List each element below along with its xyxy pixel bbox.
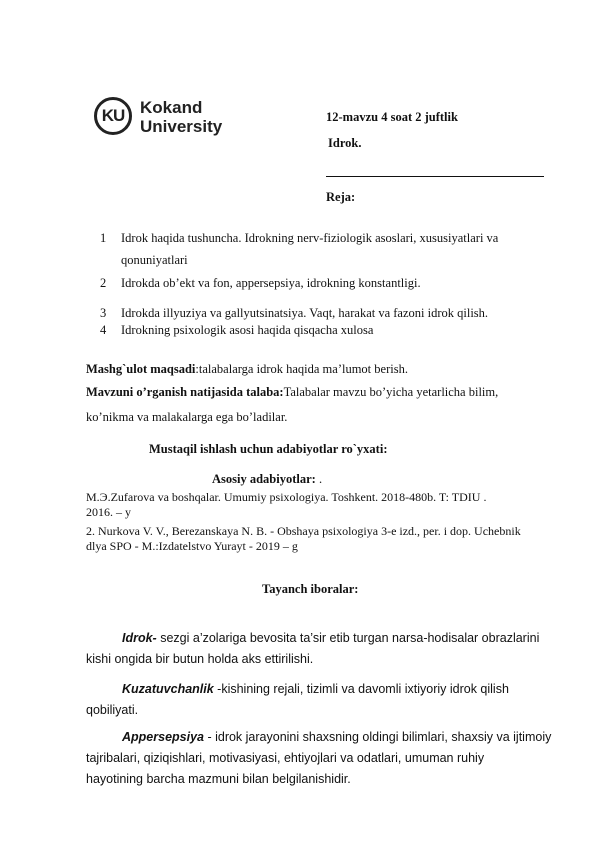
term-paragraph <box>86 727 556 790</box>
literature-subheading: Asosiy adabiyotlar: <box>212 472 316 486</box>
outcome-paragraph <box>86 385 556 400</box>
goal-label: Mashg`ulot maqsadi <box>86 362 196 376</box>
lesson-title: Idrok. <box>328 136 362 150</box>
term-paragraph <box>86 679 556 721</box>
plan-item-text: Idrokda illyuziya va gallyutsinatsiya. Vaqt, harakat va fazoni idrok qilish. <box>121 306 489 320</box>
plan-item-text: Idrokda ob’ekt va fon, appersepsiya, idrokning konstantligi. <box>121 276 421 290</box>
term-line: kishi ongida bir butun holda aks ettirilishi. <box>86 652 314 666</box>
plan-heading: Reja: <box>326 190 356 204</box>
topic-line: 12-mavzu 4 soat 2 juftlik <box>326 110 458 124</box>
outcome-text: Talabalar mavzu bo’yicha yetarlicha bilim, <box>283 385 499 399</box>
term-paragraph <box>86 628 556 670</box>
plan-item-continuation: qonuniyatlari <box>121 253 188 267</box>
logo-line-2: University <box>140 117 223 136</box>
literature-subheading-line <box>212 472 322 487</box>
literature-heading: Mustaqil ishlash uchun adabiyotlar ro`yxati: <box>149 442 388 456</box>
reference-1-line-2: 2016. – y <box>86 505 131 519</box>
term-name: Idrok- <box>122 631 157 645</box>
reference-2-line-1: 2. Nurkova V. V., Berezanskaya N. B. - Obshaya psixologiya 3-e izd., per. i dop. Uchebnik <box>86 524 521 538</box>
term-line: tajribalari, qiziqishlari, motivasiyasi, ehtiyojlari va odatlari, umuman ruhiy <box>86 751 485 765</box>
logo-wordmark <box>140 98 222 136</box>
plan-item-number: 2 <box>100 276 107 290</box>
term-line: qobiliyati. <box>86 703 139 717</box>
logo-mark: KU <box>94 97 132 135</box>
plan-item-text: Idrokning psixologik asosi haqida qisqacha xulosa <box>121 323 374 337</box>
term-definition: sezgi a’zolariga bevosita ta’sir etib turgan narsa-hodisalar obrazlarini <box>156 631 540 645</box>
header-divider <box>326 176 544 177</box>
plan-item-number: 3 <box>100 306 107 320</box>
plan-item-text: Idrok haqida tushuncha. Idrokning nerv-fiziologik asoslari, xususiyatlari va <box>121 231 499 245</box>
plan-item-number: 4 <box>100 323 107 337</box>
terms-heading: Tayanch iboralar: <box>262 582 359 596</box>
plan-item-number: 1 <box>100 231 107 245</box>
term-line <box>86 679 556 700</box>
logo-line-1: Kokand <box>140 98 203 117</box>
reference-2-line-2: dlya SPO - M.:Izdatelstvo Yurayt - 2019 – g <box>86 539 298 553</box>
term-line <box>86 727 556 748</box>
term-name: Appersepsiya <box>122 730 204 744</box>
university-logo <box>94 97 236 139</box>
term-definition: -kishining rejali, tizimli va davomli ixtiyoriy idrok qilish <box>213 682 509 696</box>
term-definition: - idrok jarayonini shaxsning oldingi bilimlari, shaxsiy va ijtimoiy <box>203 730 552 744</box>
outcome-continuation: ko’nikma va malakalarga ega bo’ladilar. <box>86 410 288 424</box>
outcome-label: Mavzuni o’rganish natijasida talaba: <box>86 385 284 399</box>
term-line <box>86 628 556 649</box>
literature-subheading-suffix: . <box>315 472 323 486</box>
term-name: Kuzatuvchanlik <box>122 682 214 696</box>
goal-text: :talabalarga idrok haqida ma’lumot berish. <box>195 362 408 376</box>
reference-1-line-1: M.Э.Zufarova va boshqalar. Umumiy psixologiya. Toshkent. 2018-480b. T: TDIU . <box>86 490 487 504</box>
goal-paragraph <box>86 362 408 377</box>
term-line: hayotining barcha mazmuni bilan belgilanishidir. <box>86 772 351 786</box>
